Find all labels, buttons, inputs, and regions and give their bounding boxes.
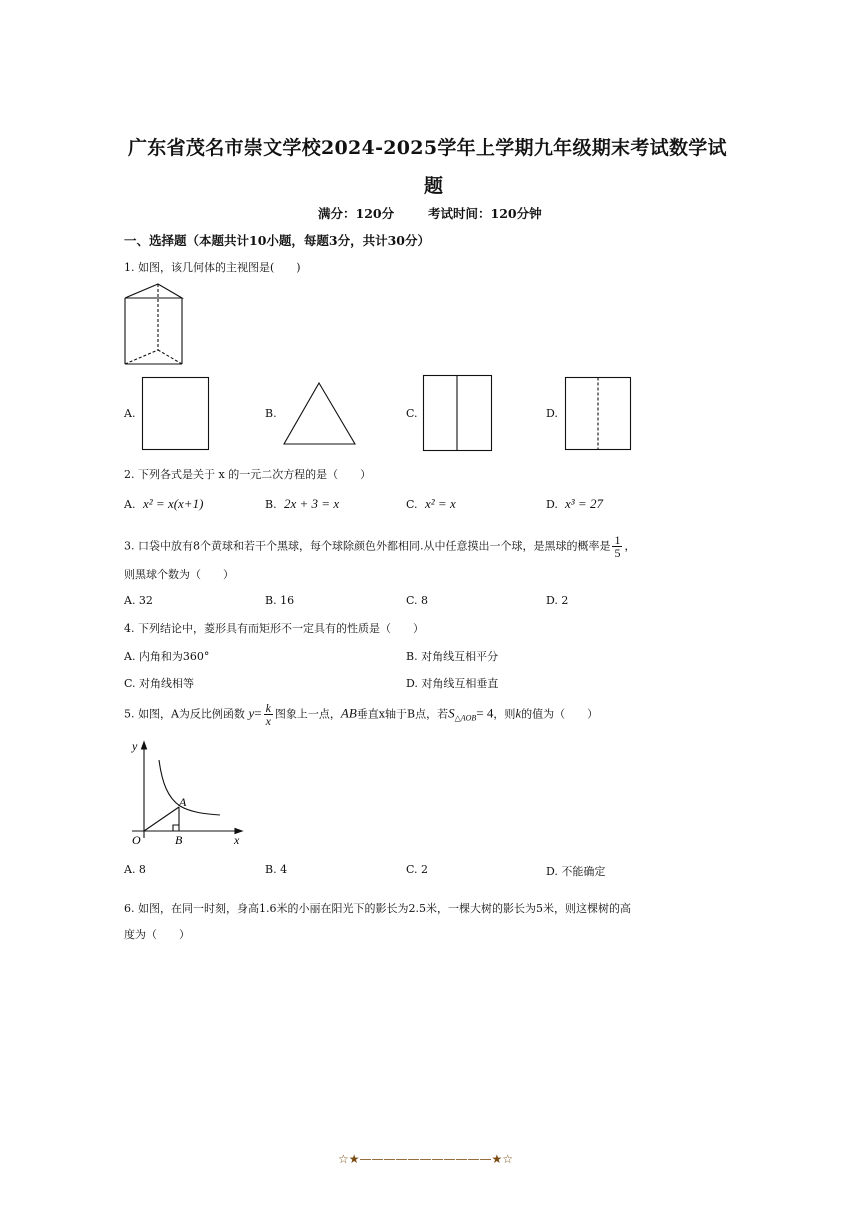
q3-text-after: ， [624,539,636,553]
q5-area-sub: △AOB [454,713,477,723]
graph-point-a-label: A [179,795,187,809]
q5-k: k [515,705,522,721]
q5-func-den: x [265,714,271,728]
score-label: 满分：120分 [318,206,395,221]
question-2-text: 2. 下列各式是关于 x 的一元二次方程的是（ ） [124,468,372,481]
page-title-line2: 题 [424,175,444,197]
q1-option-a-square [142,377,210,451]
time-label: 考试时间：120分钟 [428,206,542,221]
q3-option-a: A. 32 [124,594,153,607]
graph-y-label: y [132,739,138,753]
q5-ab: AB [340,705,357,721]
q5-text-a: 5. 如图，A为反比例函数 [124,707,245,721]
q3-fraction [612,534,622,559]
q5-func-frac [264,702,273,727]
q5-area: S [448,705,455,721]
section-heading: 一、选择题（本题共计10小题，每题3分，共计30分） [124,233,430,248]
q1-option-c-label: C. [406,407,418,420]
q5-text-b: 图象上一点， [274,707,341,721]
graph-point-b-label: B [175,833,183,847]
graph-origin-label: O [132,833,141,847]
q4-option-c: C. 对角线相等 [124,677,195,690]
q2-option-d-label: D. [546,498,558,511]
question-1-text: 1. 如图，该几何体的主视图是( ) [124,261,301,274]
q1-option-b-triangle [283,382,356,445]
q5-option-b: B. 4 [265,863,288,876]
question-6-line2: 度为（ ） [124,928,190,941]
prism-figure [120,280,190,370]
question-6-line1: 6. 如图，在同一时刻，身高1.6米的小丽在阳光下的影长为2.5米，一棵大树的影长为5米，则这棵树的高 [124,902,631,915]
q1-option-d-label: D. [546,407,558,420]
q2-option-d-expr: x³ = 27 [565,496,603,511]
q5-func-eq: = [254,705,262,721]
q2-option-c-label: C. [406,498,418,511]
q3-option-d: D. 2 [546,594,569,607]
q2-option-a-label: A. [124,498,136,511]
q3-text-before: 3. 口袋中放有8个黄球和若干个黑球，每个球除颜色外都相同.从中任意摸出一个球，是黑球的概率是 [124,539,611,553]
q2-option-b-label: B. [265,498,277,511]
question-5-text [124,702,598,727]
q5-text-e: 的值为（ ） [521,707,599,721]
q2-option-b-expr: 2x + 3 = x [284,496,340,511]
q3-frac-num: 1 [614,533,621,547]
q1-option-d-rect-dashed [565,377,632,451]
question-4-text: 4. 下列结论中，菱形具有而矩形不一定具有的性质是（ ） [124,622,424,635]
q1-option-b-label: B. [265,407,277,420]
q5-text-d: ，则 [493,707,516,721]
q5-func-y: y [248,705,255,721]
q4-option-b: B. 对角线互相平分 [406,650,499,663]
q5-option-c: C. 2 [406,863,429,876]
q4-option-d: D. 对角线互相垂直 [406,677,499,690]
question-3-text [124,534,635,559]
q1-option-c-rect-solid [423,375,493,452]
q1-option-a-label: A. [124,407,136,420]
graph-x-label: x [234,833,240,847]
question-3-line2: 则黑球个数为（ ） [124,568,234,581]
q3-option-b: B. 16 [265,594,295,607]
q5-text-c: 垂直x轴于B点，若 [356,707,449,721]
q5-function-graph [124,738,249,850]
page-footer-decoration: ☆★———————————★☆ [338,1152,514,1166]
page-title-line1: 广东省茂名市崇文学校2024-2025学年上学期九年级期末考试数学试 [128,137,727,159]
q2-option-a-expr: x² = x(x+1) [143,496,204,511]
q3-frac-den: 5 [614,546,621,560]
q5-area-val: = 4 [476,705,494,721]
q4-option-a: A. 内角和为360° [124,650,210,663]
q2-option-c-expr: x² = x [425,496,456,511]
q3-option-c: C. 8 [406,594,429,607]
q5-option-d: D. 不能确定 [546,865,606,878]
q5-func-num: k [265,701,271,715]
q5-option-a: A. 8 [124,863,146,876]
